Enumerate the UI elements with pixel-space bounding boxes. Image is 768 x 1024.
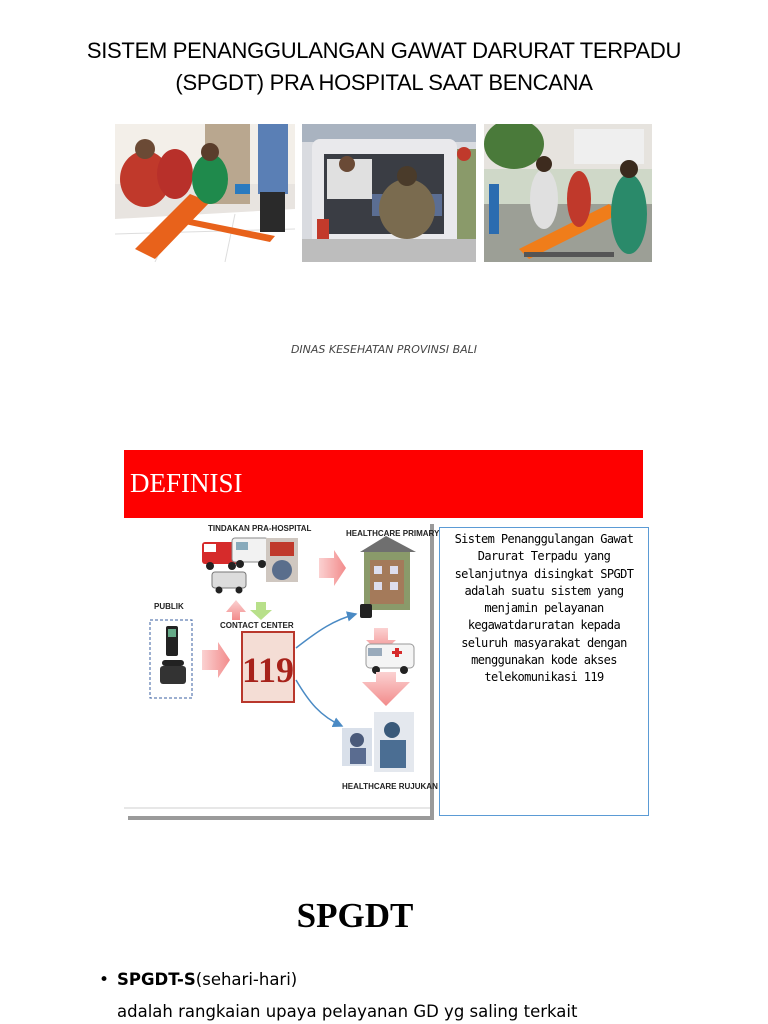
- definisi-heading: DEFINISI: [130, 468, 243, 498]
- bullet-item: [117, 970, 297, 989]
- label-contact-center: CONTACT CENTER: [220, 621, 294, 630]
- label-healthcare-rujukan: HEALTHCARE RUJUKAN: [342, 782, 438, 791]
- spgdt-flow-diagram: [124, 520, 440, 816]
- slide1-title-line2: (SPGDT) PRA HOSPITAL SAAT BENCANA: [175, 70, 593, 95]
- definition-text: Sistem Penanggulangan Gawat Darurat Terpadu yang selanjutnya disingkat SPGDT adalah suatu sistem yang menjamin pelayanan kegawatdaruratan kepada seluruh masyarakat dengan menggunakan kode akses telekomunikasi 119: [454, 532, 634, 685]
- healthcare-primary-building-icon: [360, 536, 416, 610]
- patient-on-stretcher-photo: [484, 124, 652, 262]
- label-healthcare-primary: HEALTHCARE PRIMARY: [346, 529, 440, 538]
- slide1-subtitle: DINAS KESEHATAN PROVINSI BALI: [290, 343, 478, 356]
- public-phone-icon: [150, 620, 192, 698]
- contact-number-119: 119: [241, 650, 295, 690]
- rescue-training-stretcher-photo: [115, 124, 295, 262]
- slide1-title-line1: SISTEM PENANGGULANGAN GAWAT DARURAT TERPADU: [86, 38, 682, 63]
- healthcare-referral-photos-icon: [342, 712, 414, 772]
- bullet-icon: •: [99, 970, 110, 990]
- label-publik: PUBLIK: [154, 602, 184, 611]
- contact-center-119-icon: [242, 632, 294, 702]
- ambulance-icon: [366, 644, 414, 674]
- bullet-description: adalah rangkaian upaya pelayanan GD yg saling terkait: [117, 1002, 578, 1021]
- slide3-title: SPGDT: [296, 896, 414, 935]
- ambulance-vehicles-icon: [202, 538, 298, 594]
- label-tindakan-pra-hospital: TINDAKAN PRA-HOSPITAL: [208, 524, 312, 533]
- bullet-term-note: (sehari-hari): [195, 970, 298, 989]
- bullet-bold-term: SPGDT-S: [117, 970, 196, 989]
- ambulance-loading-photo: [302, 124, 476, 262]
